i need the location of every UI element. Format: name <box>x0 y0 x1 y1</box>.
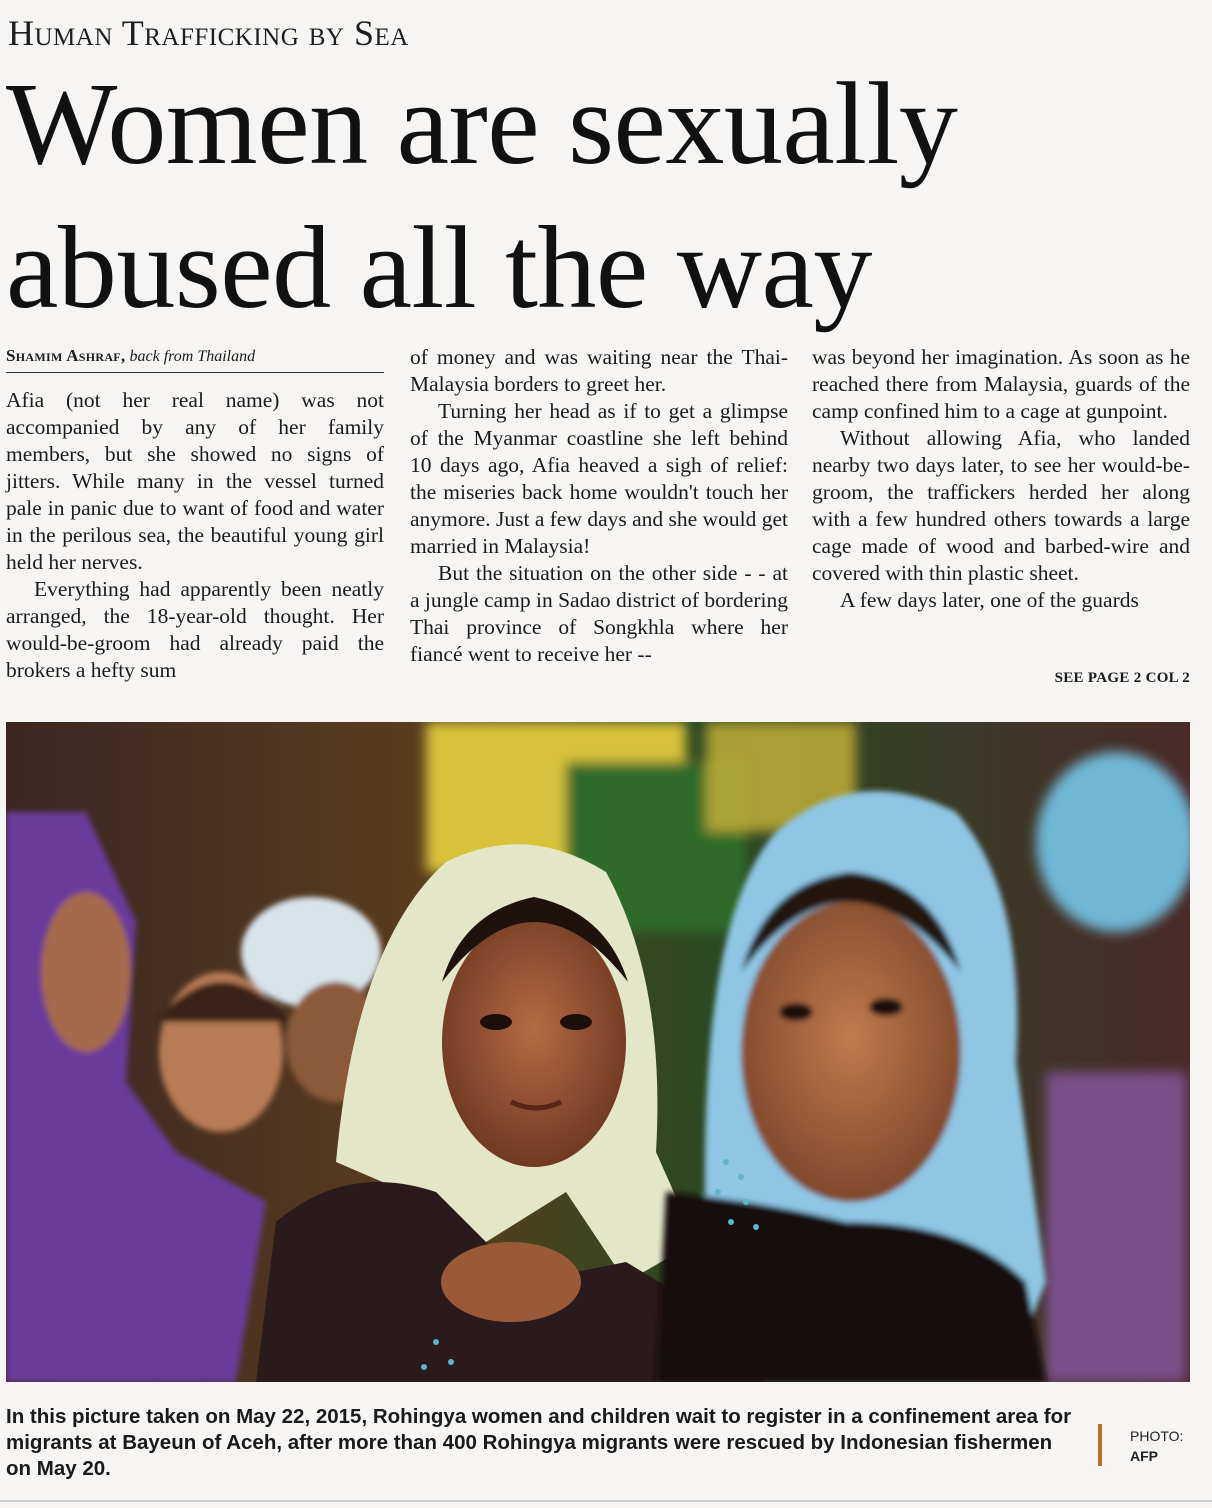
article-column-2 <box>410 344 788 668</box>
paragraph: was beyond her imagination. As soon as he reached there from Malaysia, guards of the camp confined him to a cage at gunpoint. <box>812 345 1190 423</box>
credit-label: PHOTO: <box>1130 1428 1184 1444</box>
continuation-jump: SEE PAGE 2 COL 2 <box>1054 670 1190 686</box>
paragraph: A few days later, one of the guards <box>840 588 1139 612</box>
article-column-1 <box>6 344 384 684</box>
photo-credit <box>1130 1426 1183 1466</box>
byline <box>6 344 384 373</box>
paragraph: Everything had apparently been neatly arranged, the 18-year-old thought. Her would-be-groom had already paid the brokers a hefty sum <box>6 577 384 682</box>
photo-caption: In this picture taken on May 22, 2015, Rohingya women and children wait to register in a confinement area for migrants at Bayeun of Aceh, after more than 400 Rohingya migrants were rescued by Indonesian fishermen on May 20. <box>6 1405 1072 1480</box>
news-photo <box>6 722 1190 1382</box>
page-rule <box>0 1500 1212 1502</box>
photo-illustration <box>6 722 1190 1382</box>
paragraph: Turning her head as if to get a glimpse of the Myanmar coastline she left behind 10 days ago, Afia heaved a sigh of relief: the miseries back home wouldn't touch her anymore. Just a few days and she would get married in Malaysia! <box>410 399 788 558</box>
paragraph: But the situation on the other side - - at a jungle camp in Sadao district of bordering Thai province of Songkhla where her fiancé went to receive her -- <box>410 561 788 666</box>
byline-location: back from Thailand <box>129 348 256 365</box>
headline: Women are sexually abused all the way <box>6 58 958 333</box>
paragraph: Afia (not her real name) was not accompanied by any of her family members, but she showed no signs of jitters. While many in the vessel turned pale in panic due to want of food and water in the perilous sea, the beautiful young girl held her nerves. <box>6 388 384 574</box>
byline-author: Shamim Ashraf, <box>6 346 126 365</box>
article-column-3 <box>812 344 1190 614</box>
section-kicker: Human Trafficking by Sea <box>8 13 409 53</box>
paragraph: of money and was waiting near the Thai-Malaysia borders to greet her. <box>410 345 788 396</box>
credit-rule <box>1098 1424 1102 1466</box>
paragraph: Without allowing Afia, who landed nearby two days later, to see her would-be-groom, the traffickers herded her along with a few hundred others towards a large cage made of wood and barbed-wire and covered with thin plastic sheet. <box>812 426 1190 585</box>
credit-source: AFP <box>1130 1448 1158 1464</box>
